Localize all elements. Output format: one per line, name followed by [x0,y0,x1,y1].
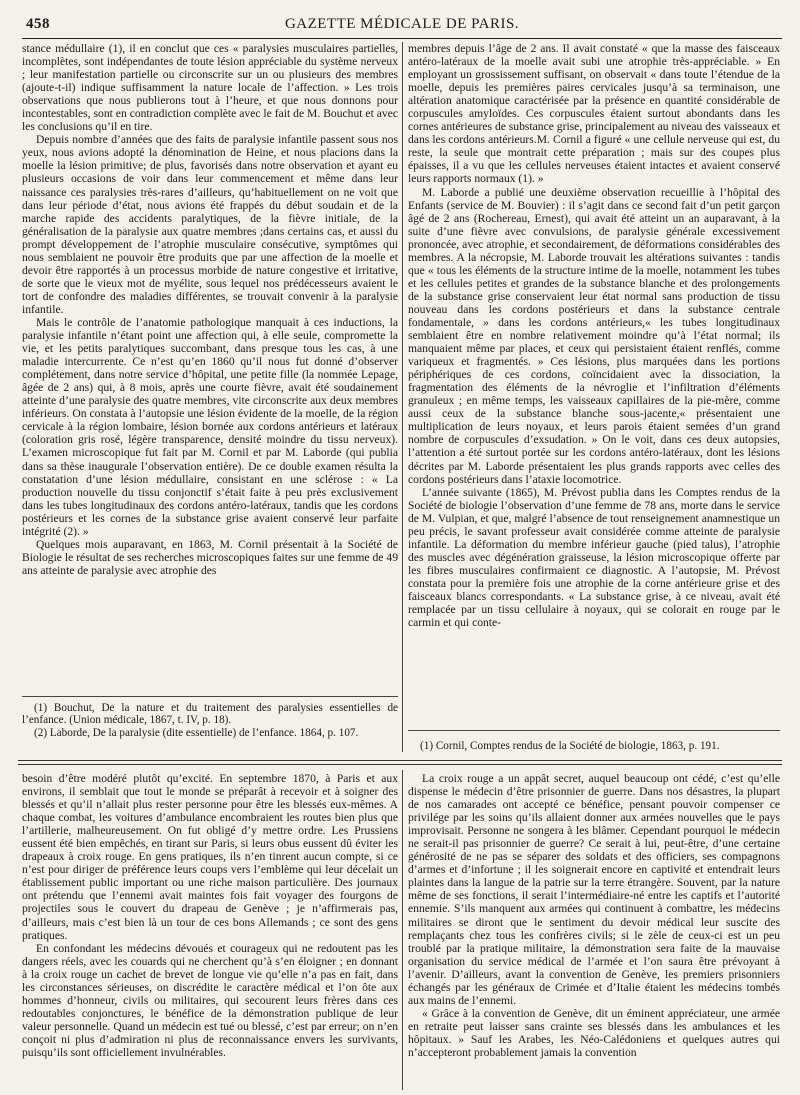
paragraph: Quelques mois auparavant, en 1863, M. Cornil présentait à la Société de Biologie le résultat de ses recherches microscopiques faites sur une femme de 49 ans atteinte de paralysie avec atrophie des [22,537,398,577]
paragraph: besoin d’être modéré plutôt qu’excité. En septembre 1870, à Paris et aux environs, il semblait que tout le monde se préparât à recevoir et à soigner des blessés et qu’il n’allait plus rester personne pour être les blessés eux-mêmes. A chaque combat, les voitures d’ambulance encombraient les routes bien plus que l’artillerie, malheureusement. On fut obligé d’y mettre ordre. Les Prussiens eussent été bien empêchés, en tirant sur Paris, si leurs obus eussent dû éviter les drapeaux à croix rouge. En gens pratiques, ils n’en tinrent aucun compte, si ce n’est pour diriger de préférence leurs coups vers l’emblème qui leur décelait un établissement public important ou une riche maison particulière. Des journaux ont prétendu que l’ennemi avait maintes fois fait voyager des fourgons de projectiles sous le couvert du drapeau de Genève ; je n’affirmerais pas, d’ailleurs, mais c’est bien là un tour de ces bons Allemands ; ce sont des gens pratiques. [22,772,398,942]
footnote-rule-left [22,696,398,697]
paragraph: « Grâce à la convention de Genève, dit un éminent appréciateur, une armée en retraite peut laisser sans crainte ses blessés dans les ambulances et les hôpitaux. » Sauf les Arabes, les Néo-Calédoniens et quelques autres qui n’accepteront probablement jamais la convention [408,1006,780,1059]
feuilleton-column-right [408,772,780,1090]
article-column-left [22,42,398,690]
paragraph: M. Laborde a publié une deuxième observation recueillie à l’hôpital des Enfants (service de M. Bouvier) : il s’agit dans ce second fait d’un petit garçon âgé de 2 ans (Rochereau, Ernest), qui avait été atteint un an auparavant, à la suite d’une fièvre avec convulsions, de paralysie générale excessivement prononcée, avec atrophie, et secondairement, de déformations considérables des membres. A la nécropsie, M. Laborde trouvait les altérations suivantes : tandis que « tous les éléments de la structure intime de la moelle, notamment les tubes et les cellules petites et grandes de la substance blanche et des prolongements de la substance grise conservaient leur état normal sans production de tissu nouveau dans les cordons postérieurs et dans la substance centrale fondamentale, » dans les cordons antérieurs,« les tubes longitudinaux semblaient être en nombre relativement moindre qu’à l’état normal; ils manquaient même par places, et ceux qui persistaient étaient renflés, comme variqueux et fragmentés. » Ces lésions, plus marquées dans les portions périphériques de ces cordons, coïncidaient avec la dissociation, la fragmentation des éléments de la névroglie et l’infiltration d’éléments granuleux ; en même temps, les vaisseaux capillaires de la pie-mère, comme aussi ceux de la substance blanche sous-jacente,« présentaient une multiplication de leurs noyaux, et leurs parois étaient semées d’un grand nombre de corpuscules d’exsudation. » On le voit, dans ces deux autopsies, l’attention a été surtout portée sur les cordons antéro-latéraux, dont les lésions décrites par M. Laborde présentaient les plus grands rapports avec celles des cordons postérieurs dans l’ataxie locomotrice. [408,185,780,486]
footnote: (2) Laborde, De la paralysie (dite essentielle) de l’enfance. 1864, p. 107. [34,726,359,739]
footnotes-right [408,740,780,756]
footnotes-left [22,702,398,754]
paragraph: Depuis nombre d’années que des faits de paralysie infantile passent sous nos yeux, nous avions adopté la dénomination de Heine, et nous placions dans la moelle la lésion primitive; de plus, favorisés dans notre observation et ayant eu plusieurs occasions de voir dans leur commencement et même dans leur naissance ces paralysies très-rares d’ailleurs, qu’habituellement on ne voit que dans leur période d’état, nous avions été frappés du début soudain et de la marche rapide des accidents paralytiques, de la fièvre initiale, de la généralisation de la paralysie aux quatre membres ;dans certains cas, et aussi du prompt développement de l’atrophie musculaire consécutive, symptômes qui nous semblaient ne pouvoir être produits que par une affection de la moelle et devoir être rapportés à un processus morbide de nature congestive et irritative, de sorte que le vieux mot de myélite, sous lequel nos prédécesseurs avaient le tort de confondre des maladies différentes, se trouvait convenir à la paralysie infantile. [22,133,398,316]
article-column-right [408,42,780,722]
feuilleton-column-left [22,772,398,1090]
footnote: (1) Bouchut, De la nature et du traitement des paralysies essentielles de l’enfance. (Union médicale, 1867, t. IV, p. 18). [22,702,398,727]
paragraph: stance médullaire (1), il en conclut que ces « paralysies musculaires partielles, incomplètes, sont indépendantes de toute lésion appréciable du système nerveux ; leur manifestation partielle ou circonscrite sur un ou plusieurs des membres (ajoute-t-il) indique suffisamment la nature locale de l’affection. » Les trois observations que nous publierons tout à l’heure, et que nous donnons pour incontestables, sont en contradiction complète avec le fait de M. Bouchut et avec les conclusions qu’il en tire. [22,42,398,134]
column-divider-top [402,42,403,752]
paragraph: L’année suivante (1865), M. Prévost publia dans les Comptes rendus de la Société de biologie l’observation d’une femme de 78 ans, morte dans le service de M. Vulpian, et que, malgré l’absence de tout renseignement anamnestique un peu précis, le savant professeur avait considérée comme atteinte de paralysie infantile. La déformation du membre inférieur gauche (pied talus), l’atrophie des muscles avec dégénération graisseuse, la lésion microscopique offerte par les fibres musculaires confirmaient ce diagnostic. A l’autopsie, M. Prévost constata pour la première fois une atrophie de la corne antérieure grise et des faisceaux blancs correspondants. « La substance grise, à ce niveau, avait été remplacée par un tissu cellulaire à noyaux, qui se colorait en rouge par le carmin et qui conte- [408,485,780,630]
paragraph: membres depuis l’âge de 2 ans. Il avait constaté « que la masse des faisceaux antéro-latéraux de la moelle avait subi une atrophie très-appréciable. » En employant un grossissement suffisant, on observait « dans toute l’étendue de la moelle, depuis les premières paires cervicales jusqu’à sa terminaison, une altération anatomique caractérisée par la présence en quantité considérable de corpuscules amyloïdes. Ces corpuscules étaient surtout abondants dans les cornes antérieures de substance grise, principalement au niveau des vaisseaux et dans les cordons antérieurs.M. Cornil a figuré « une cellule nerveuse qui est, du reste, la seule que montrait cette préparation ; mais sur des coupes plus épaisses, il a vu que les cellules nerveuses étaient intactes et avaient conservé leurs rapports normaux (1). » [408,42,780,186]
page-number: 458 [26,16,50,32]
paragraph: La croix rouge a un appât secret, auquel beaucoup ont cédé, c’est qu’elle dispense le médecin d’être prisonnier de guerre. Dans nos désastres, la plupart de nos camarades ont accepté ce bénéfice, pensant pouvoir compenser ce privilége par les soins qu’ils allaient donner aux armées nouvelles que le pays improvisait. Personne ne songera à les blâmer. Cependant pourquoi le médecin ne serait-il pas prisonnier de guerre? Ce serait à lui, peut-être, d’une certaine générosité de ne pas se séparer des soldats et des officiers, ses compagnons d’armes et d’infortune ; il les soignerait encore en captivité et entendrait leurs plaintes dans la langue de la patrie sur la terre étrangère. Souvent, par la nature même de ses fonctions, il serait l’intermédiaire-né entre les captifs et l’autorité ennemie. S’ils manquent aux armées qui continuent à combattre, les médecins militaires se diront que le sentiment du devoir médical leur suscite des remplaçants chez tous les confrères civils; si le zèle de ceux-ci est un peu troublé par la pratique militaire, la démonstration sera faite de la mauvaise organisation du service médical de l’armée et l’on saura être prévoyant à l’avenir. D’ailleurs, avant la convention de Genève, les premiers prisonniers échangés par les généraux de Crimée et d’Italie étaient les médecins tombés aux mains de l’ennemi. [408,772,780,1007]
section-divider [18,760,782,765]
footnote: (1) Cornil, Comptes rendus de la Société de biologie, 1863, p. 191. [420,740,720,752]
footnote-rule-right [408,730,780,731]
paragraph: En confondant les médecins dévoués et courageux qui ne redoutent pas les dangers réels, avec les couards qui ne cherchent qu’à s’en éloigner ; en donnant à la croix rouge un cachet de brevet de longue vie qu’elle n’a pas en fait, dans les circonstances sérieuses, on discrédite le caractère médical et l’on ôte aux hommes d’honneur, civils ou militaires, qui secourent leurs frères dans ces redoutables conjonctures, le bénéfice de la démonstration publique de leur valeur personnelle. Quand un médecin est tué ou blessé, c’est par erreur; on n’en conçoit ni plus d’admiration ni plus de reconnaissance envers les survivants, puisqu’ils sont officiellement invulnérables. [22,941,398,1059]
paragraph: Mais le contrôle de l’anatomie pathologique manquait à ces inductions, la paralysie infantile n’étant point une affection qui, à elle seule, compromette la vie, et les petits paralytiques succombant, dans presque tous les cas, à une maladie intercurrente. Ce n’est qu’en 1860 qu’il nous fut donné d’observer complétement, dans notre service d’hôpital, une petite fille (la nommée Lepage, âgée de 2 ans) qui, à 8 mois, après une courte fièvre, avait été soudainement atteinte d’une paralysie des quatre membres, vite circonscrite aux deux membres inférieurs. On constata à l’autopsie une lésion évidente de la moelle, de la région cervicale à la région lombaire, lésion bornée aux cordons antérieurs et latéraux (coloration gris rosé, légère transparence, densité moindre du tissu nerveux). L’examen microscopique fut fait par M. Cornil et par M. Laborde (qui publia dans sa thèse inaugurale l’observation entière). De ce double examen résulta la constatation d’une lésion médullaire, consistant en une sclérose : « La production nouvelle du tissu conjonctif s’était faite à peu près exclusivement dans les tubes longitudinaux des cordons antéro-latéraux, tandis que les cordons postérieurs et les cornes de la substance grise avaient conservé leur parfaite intégrité (2). » [22,315,398,538]
page-header [22,12,782,39]
journal-title: GAZETTE MÉDICALE DE PARIS. [284,16,520,32]
column-divider-bottom [402,770,403,1090]
